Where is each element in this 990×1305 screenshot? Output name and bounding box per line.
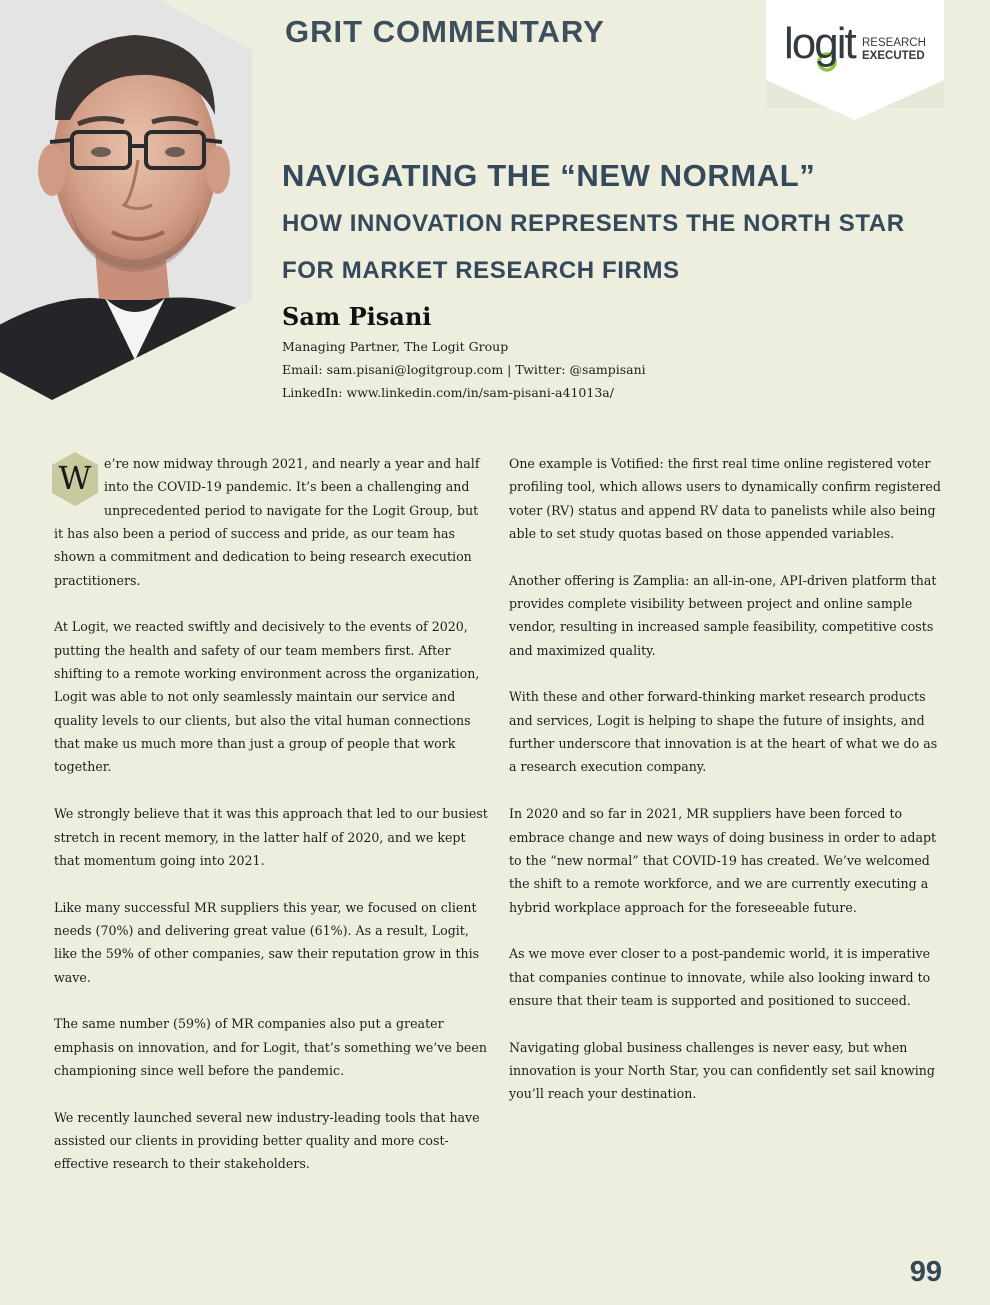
section-label: GRIT COMMENTARY [285,14,605,49]
logit-logo [766,0,944,120]
author-role: Managing Partner, The Logit Group [282,339,509,354]
author-contact: Email: sam.pisani@logitgroup.com | Twitter: @sampisani [282,362,646,377]
logo-wordmark: logit [784,19,855,68]
paragraph-text: e’re now midway through 2021, and nearly a year and half into the COVID-19 pandemic. It’s been a challenging and unprecedented period to navigate for the Logit Group, but it has also been a period of success and pride, as our team has shown a commitment and dedication to being research execution practitioners. [54,456,480,588]
author-photo [0,0,252,400]
paragraph: Like many successful MR suppliers this year, we focused on client needs (70%) and delivering great value (61%). As a result, Logit, like the 59% of other companies, saw their reputation grow in this wave. [54,899,480,985]
drop-cap-letter: W [58,459,92,497]
paragraph: As we move ever closer to a post-pandemic world, it is imperative that companies continue to innovate, while also looking inward to ensure that their team is supported and positioned to succeed. [509,946,931,1008]
paragraph [54,452,490,592]
paragraph: Another offering is Zamplia: an all-in-one, API-driven platform that provides complete visibility between project and online sample vendor, resulting in increased sample feasibility, competitive costs and maximized quality. [509,572,937,658]
paragraph: One example is Votified: the first real time online registered voter profiling tool, which allows users to dynamically confirm registered voter (RV) status and append RV data to panelists while also being able to set study quotas based on those appended variables. [509,456,941,542]
drop-cap [50,452,100,506]
article-headline: NAVIGATING THE “NEW NORMAL” [282,158,816,193]
paragraph: Navigating global business challenges is never easy, but when innovation is your North Star, you can confidently set sail knowing you’ll reach your destination. [509,1039,935,1102]
logo-tagline-research: RESEARCH [862,37,926,49]
article-column-left [54,452,490,1199]
paragraph: With these and other forward-thinking market research products and services, Logit is helping to shape the future of insights, and further underscore that innovation is at the heart of what we do as a research execution company. [509,689,938,775]
logo-tagline [862,37,926,63]
paragraph: In 2020 and so far in 2021, MR suppliers have been forced to embrace change and new ways of doing business in order to adapt to the “new normal” that COVID-19 has created. We’ve welcomed the shift to a remote workforce, and we are currently executing a hybrid workplace approach for the foreseeable future. [509,806,937,915]
author-linkedin: LinkedIn: www.linkedin.com/in/sam-pisani-a41013a/ [282,385,614,400]
paragraph: We recently launched several new industry-leading tools that have assisted our clients in providing better quality and more cost-effective research to their stakeholders. [54,1109,480,1172]
author-name: Sam Pisani [282,302,432,331]
article-subhead-line-1: HOW INNOVATION REPRESENTS THE NORTH STAR [282,210,905,237]
page-number: 99 [909,1256,942,1288]
paragraph: The same number (59%) of MR companies also put a greater emphasis on innovation, and for Logit, that’s something we’ve been championing since well before the pandemic. [54,1016,487,1078]
logo-tagline-executed: EXECUTED [862,50,925,62]
article-subhead-line-2: FOR MARKET RESEARCH FIRMS [282,257,680,284]
paragraph: At Logit, we reacted swiftly and decisively to the events of 2020, putting the health and safety of our team members first. After shifting to a remote working environment across the organization, Logit was able to not only seamlessly maintain our service and quality levels to our clients, but also the vital human connections that make us much more than just a group of people that work together. [54,619,480,775]
article-column-right [509,452,945,1129]
paragraph: We strongly believe that it was this approach that led to our busiest stretch in recent memory, in the latter half of 2020, and we kept that momentum going into 2021. [54,806,488,868]
